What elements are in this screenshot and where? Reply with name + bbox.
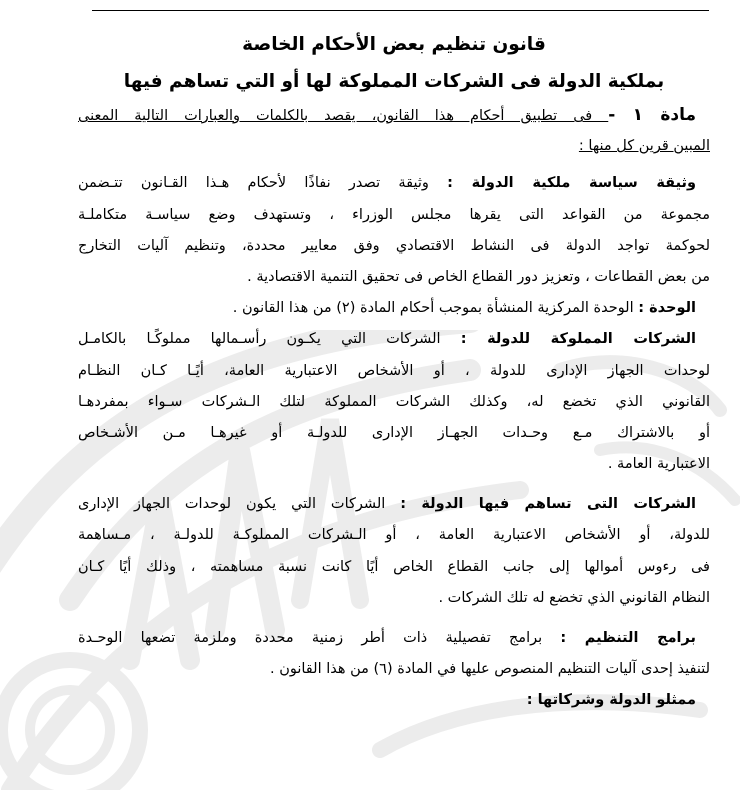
document-title-line2: بملكية الدولة فى الشركات المملوكة لها أو التي تساهم فيها <box>123 71 665 92</box>
definition-term: برامج التنظيم : <box>560 630 696 646</box>
definition-state-participated-companies <box>78 489 710 520</box>
definition-text: الشركات التي يكون لوحدات الجهاز الإدارى <box>78 496 401 513</box>
definition-text-line: فى رءوس أموالها إلى جانب القطاع الخاص أيًا كانت نسبة مساهمته ، وذلك أيًا كـان <box>78 558 710 575</box>
top-rule <box>92 10 709 11</box>
article1-line1 <box>78 100 710 131</box>
article1-intro: فى تطبيق أحكام هذا القانون، يقصد بالكلمات والعبارات التالية المعنى <box>78 108 609 124</box>
definition-text-line: الاعتبارية العامة . <box>607 456 710 473</box>
definition-term: وثيقة سياسة ملكية الدولة : <box>447 175 696 192</box>
definition-text-line: مجموعة من القواعد التى يقرها مجلس الوزراء ، وتستهدف وضع سياسـة متكاملـة <box>78 206 710 223</box>
definition-term: الشركات المملوكة للدولة : <box>460 331 696 348</box>
definition-text-line: من بعض القطاعات ، وتعزيز دور القطاع الخاص فى تحقيق التنمية الاقتصادية . <box>247 268 710 285</box>
article1-line2 <box>78 131 710 162</box>
definition-text: وثيقة تصدر نفاذًا لأحكام هـذا القـانون تتـضمن <box>78 175 448 192</box>
definition-unit <box>78 293 710 324</box>
definition-term: ممثلو الدولة وشركاتها : <box>526 692 696 709</box>
definition-state-representatives <box>78 685 710 716</box>
definition-state-owned-companies <box>78 324 710 355</box>
definition-term: الوحدة : <box>638 300 696 317</box>
article1-heading: مادة ١ - <box>608 105 696 125</box>
definition-text-line: أو بالاشتراك مـع وحـدات الجهـاز الإدارى للدولـة أو غيرهـا مـن الأشـخاص <box>78 424 710 441</box>
definition-term: الشركات التى تساهم فيها الدولة : <box>400 496 696 513</box>
definition-text-line: القانوني الذي تخضع له، وكذلك الشركات المملوكة لتلك الـشركات سـواء بمفردهـا <box>78 393 710 410</box>
document-title-line1: قانون تنظيم بعض الأحكام الخاصة <box>242 34 546 55</box>
definition-ownership-policy <box>78 168 710 199</box>
definition-text-line: النظام القانوني الذي تخضع له تلك الشركات . <box>438 589 710 606</box>
definition-text-line: لتنفيذ إحدى آليات التنظيم المنصوص عليها في المادة (٦) من هذا القانون . <box>270 661 710 678</box>
definition-regulation-programs <box>78 623 710 654</box>
definition-text: برامج تفصيلية ذات أطر زمنية محددة وملزمة تضعها الوحـدة <box>78 630 561 646</box>
definition-text: الشركات التي يكـون رأسـمالها مملوكًـا بالكامـل <box>78 331 461 348</box>
definition-text-line: لحوكمة تواجد الدولة فى النشاط الاقتصادي وفق معايير محددة، وتنظيم آليات التخارج <box>78 237 710 254</box>
law-document <box>78 26 710 717</box>
article1-intro-cont: المبين قرين كل منها : <box>578 138 710 155</box>
definition-text-line: لوحدات الجهاز الإدارى للدولة ، أو الأشخاص الاعتبارية العامة، أيًـا كـان النظـام <box>78 362 710 379</box>
definition-text-line: للدولة، أو الأشخاص الاعتبارية العامة ، أو الـشركات المملوكـة للدولـة ، مـساهمة <box>78 527 710 544</box>
definition-text: الوحدة المركزية المنشأة بموجب أحكام المادة (٢) من هذا القانون . <box>232 300 639 317</box>
